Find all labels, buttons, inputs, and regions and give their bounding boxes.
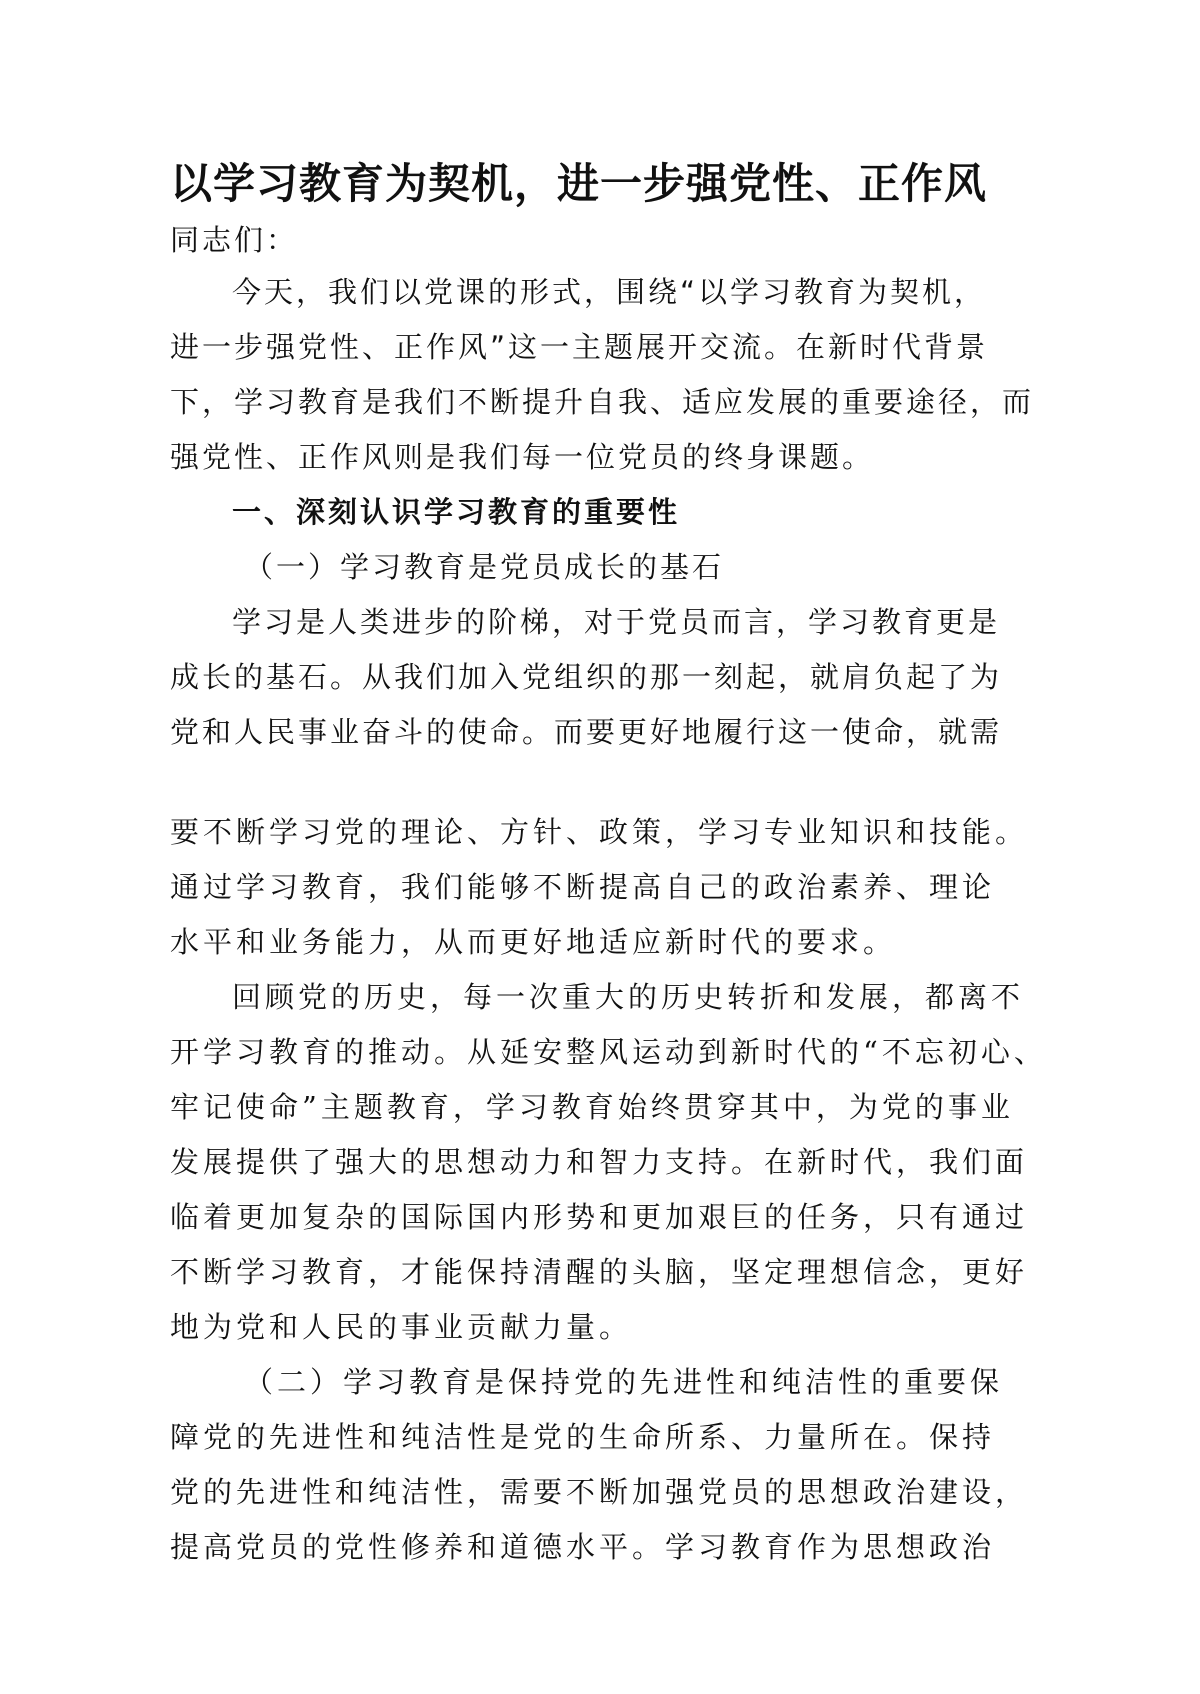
body-line: 通过学习教育，我们能够不断提高自己的政治素养、理论 bbox=[170, 870, 996, 904]
section-heading: 一、深刻认识学习教育的重要性 bbox=[232, 495, 681, 529]
body-line: 进一步强党性、正作风”这一主题展开交流。在新时代背景 bbox=[170, 330, 989, 364]
salutation: 同志们： bbox=[170, 223, 299, 257]
body-line: 党的先进性和纯洁性，需要不断加强党员的思想政治建设， bbox=[170, 1475, 1029, 1509]
body-line: 学习是人类进步的阶梯，对于党员而言，学习教育更是 bbox=[232, 605, 1001, 639]
body-line: 障党的先进性和纯洁性是党的生命所系、力量所在。保持 bbox=[170, 1420, 996, 1454]
body-line: 今天，我们以党课的形式，围绕“以学习教育为契机， bbox=[232, 275, 987, 309]
body-line: 成长的基石。从我们加入党组织的那一刻起，就肩负起了为 bbox=[170, 660, 1003, 694]
body-line: 临着更加复杂的国际国内形势和更加艰巨的任务，只有通过 bbox=[170, 1200, 1029, 1234]
body-line: 发展提供了强大的思想动力和智力支持。在新时代，我们面 bbox=[170, 1145, 1029, 1179]
body-line: 要不断学习党的理论、方针、政策，学习专业知识和技能。 bbox=[170, 815, 1029, 849]
body-line: 下，学习教育是我们不断提升自我、适应发展的重要途径，而 bbox=[170, 385, 1035, 419]
body-line: 地为党和人民的事业贡献力量。 bbox=[170, 1310, 633, 1344]
body-line: 水平和业务能力，从而更好地适应新时代的要求。 bbox=[170, 925, 897, 959]
subsection-heading: （二）学习教育是保持党的先进性和纯洁性的重要保 bbox=[244, 1365, 1004, 1399]
body-line: 开学习教育的推动。从延安整风运动到新时代的“不忘初心、 bbox=[170, 1035, 1047, 1069]
body-line: 回顾党的历史，每一次重大的历史转折和发展，都离不 bbox=[232, 980, 1025, 1014]
subsection-heading: （一）学习教育是党员成长的基石 bbox=[244, 550, 725, 584]
body-line: 提高党员的党性修养和道德水平。学习教育作为思想政治 bbox=[170, 1530, 996, 1564]
body-line: 不断学习教育，才能保持清醒的头脑，坚定理想信念，更好 bbox=[170, 1255, 1029, 1289]
document-title: 以学习教育为契机，进一步强党性、正作风 bbox=[170, 159, 988, 208]
body-line: 党和人民事业奋斗的使命。而要更好地履行这一使命，就需 bbox=[170, 715, 1003, 749]
body-line: 强党性、正作风则是我们每一位党员的终身课题。 bbox=[170, 440, 875, 474]
body-line: 牢记使命”主题教育，学习教育始终贯穿其中，为党的事业 bbox=[170, 1090, 1014, 1124]
